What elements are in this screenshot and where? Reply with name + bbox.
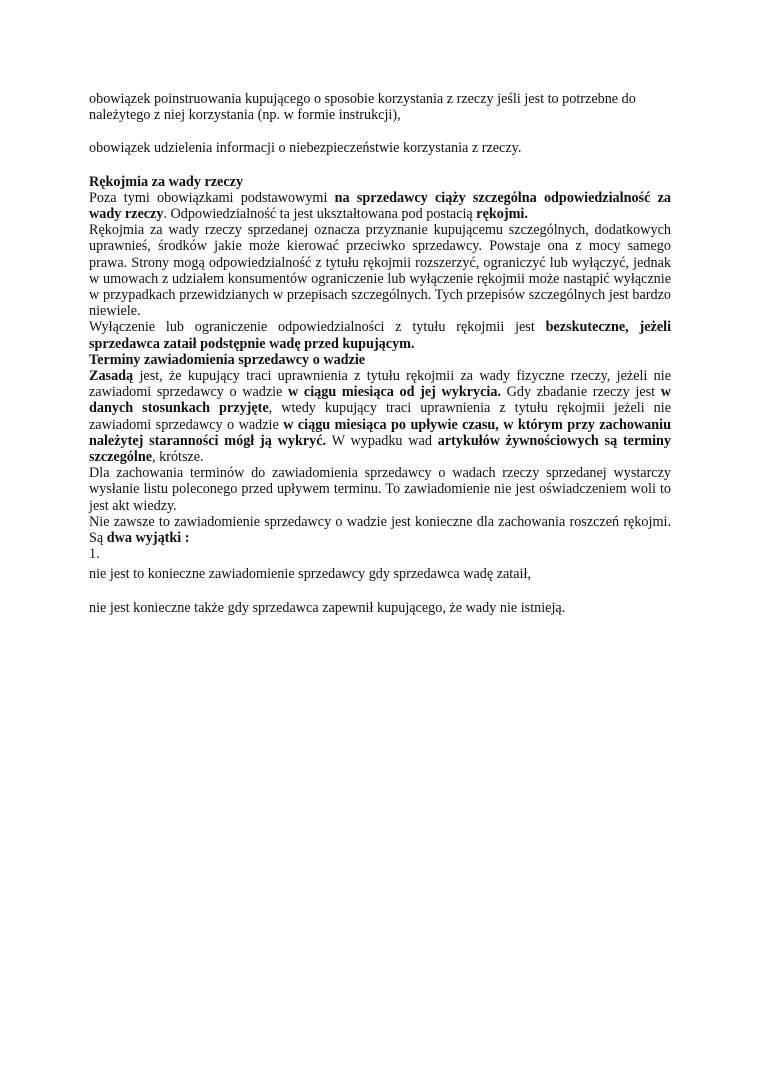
list-item-exception-assured: nie jest konieczne także gdy sprzedawca zapewnił kupującego, że wady nie istnieją. [89, 599, 566, 616]
deadlines-paragraph-registered-letter: Dla zachowania terminów do zawiadomienia sprzedawcy o wadach rzeczy sprzedanej wystarczy wysłanie listu poleconego przed upływem terminu. To zawiadomienie nie jest oświadczeniem woli to jest akt wiedzy. [89, 465, 671, 514]
warranty-paragraph-definition: Rękojmia za wady rzeczy sprzedanej oznacza przyznanie kupującemu szczególnych, dodatkowych uprawnieś, środków jakie może kierować przeciwko sprzedawcy. Powstaje ona z mocy samego prawa. Strony mogą odpowiedzialność z tytułu rękojmii rozszerzyć, ograniczyć lub wyłączyć, jednak w umowach z udziałem konsumentów ograniczenie lub wyłączenie rękojmii może nastąpić wyłącznie w przypadkach przewidzianych w przepisach szczególnych. Tych przepisów szczególnych jest bardzo niewiele. [89, 222, 671, 320]
document-page [89, 91, 671, 616]
intro-paragraph-danger-info: obowiązek udzielenia informacji o niebezpieczeństwie korzystania z rzeczy. [89, 140, 522, 157]
section-heading-warranty: Rękojmia za wady rzeczy [89, 173, 244, 190]
list-number: 1. [89, 546, 100, 563]
deadlines-paragraph-rule: Zasadą jest, że kupujący traci uprawnienia z tytułu rękojmii za wady fizyczne rzeczy, jeżeli nie zawiadomi sprzedawcy o wadzie w ciągu miesiąca od jej wykrycia. Gdy zbadanie rzeczy jest w danych stosunkach przyjęte, wtedy kupujący traci uprawnienia z tytułu rękojmii jeżeli nie zawiadomi sprzedawcy o wadzie w ciągu miesiąca po upływie czasu, w którym przy zachowaniu należytej staranności mógł ją wykryć. W wypadku wad artykułów żywnościowych są terminy szczególne, krótsze. [89, 368, 672, 466]
section-heading-notice-deadlines: Terminy zawiadomienia sprzedawcy o wadzie [89, 351, 366, 368]
intro-paragraph-instruction: obowiązek poinstruowania kupującego o sposobie korzystania z rzeczy jeśli jest to potrzebne do należytego z niej korzystania (np. w formie instrukcji), [89, 91, 636, 124]
list-item-exception-concealed: nie jest to konieczne zawiadomienie sprzedawcy gdy sprzedawca wadę zataił, [89, 566, 531, 583]
warranty-paragraph-intro: Poza tymi obowiązkami podstawowymi na sprzedawcy ciąży szczególna odpowiedzialność za wady rzeczy. Odpowiedzialność ta jest ukształtowana pod postacią rękojmi. [89, 189, 671, 223]
deadlines-paragraph-exceptions: Nie zawsze to zawiadomienie sprzedawcy o wadzie jest konieczne dla zachowania roszczeń rękojmi. Są dwa wyjątki : [89, 513, 671, 547]
warranty-paragraph-exclusion: Wyłączenie lub ograniczenie odpowiedzialności z tytułu rękojmii jest bezskuteczne, jeżeli sprzedawca zataił podstępnie wadę przed kupującym. [89, 319, 672, 352]
